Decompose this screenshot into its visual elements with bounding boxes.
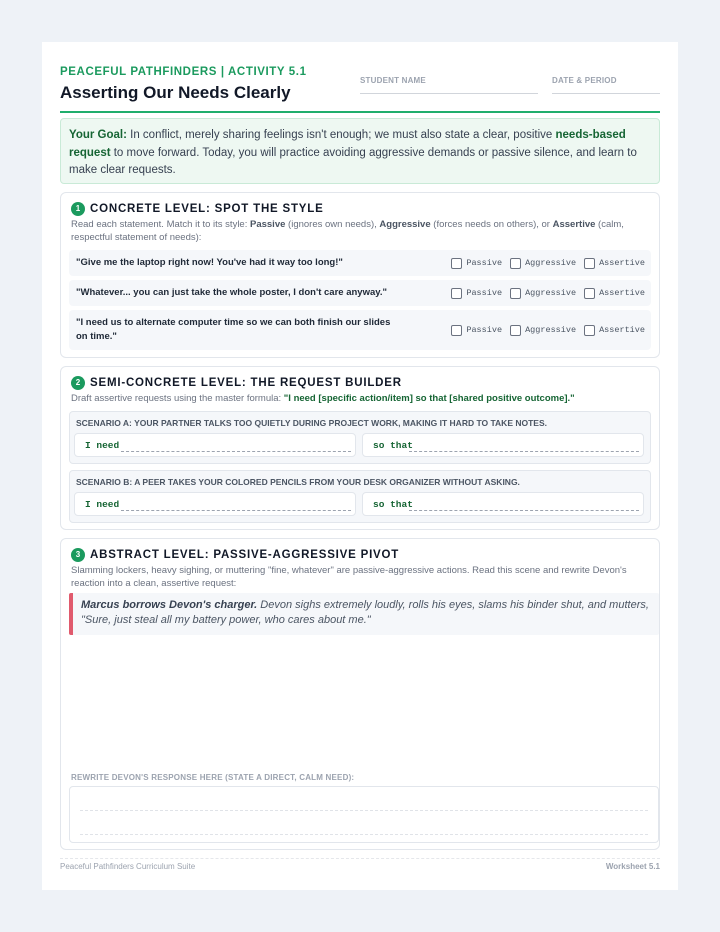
header-divider [60,111,660,113]
statement-row [69,280,651,306]
option-assertive[interactable]: Assertive [584,288,645,299]
section-title: CONCRETE LEVEL: SPOT THE STYLE [90,203,324,215]
checkbox[interactable] [584,325,595,336]
scenario-label: SCENARIO B: A PEER TAKES YOUR COLORED PENCILS FROM YOUR DESK ORGANIZER WITHOUT ASKING. [76,477,520,487]
date-period-label: DATE & PERIOD [552,76,617,85]
worksheet-header [60,66,660,112]
activity-kicker: PEACEFUL PATHFINDERS | ACTIVITY 5.1 [60,66,307,78]
worksheet-page [42,42,678,890]
writing-line [80,810,648,811]
goal-box [60,118,660,184]
section-instructions: Draft assertive requests using the master formula: "I need [specific action/item] so that [shared positive outcome]." [71,393,575,404]
option-aggressive[interactable]: Aggressive [510,258,576,269]
checkbox[interactable] [510,288,521,299]
section-header [71,548,399,562]
checkbox[interactable] [584,288,595,299]
option-aggressive[interactable]: Aggressive [510,325,576,336]
section-concrete [60,192,660,358]
option-passive[interactable]: Passive [451,325,502,336]
statement-text: "Give me the laptop right now! You've had it way too long!" [76,257,343,268]
rewrite-response-box[interactable] [69,786,659,843]
checkbox[interactable] [584,258,595,269]
so-that-input[interactable]: so that [362,433,644,457]
statement-row [69,250,651,276]
section-instructions: Slamming lockers, heavy sighing, or muttering "fine, whatever" are passive-aggressive actions. Read this scene and rewrite Devon's reaction into a clean, assertive request: [71,565,627,589]
date-period-field[interactable] [552,70,660,94]
scenario-label: SCENARIO A: YOUR PARTNER TALKS TOO QUIETLY DURING PROJECT WORK, MAKING IT HARD TO TAKE NOTES. [76,418,547,428]
page-title: Asserting Our Needs Clearly [60,83,291,102]
so-that-input[interactable]: so that [362,492,644,516]
footer-left: Peaceful Pathfinders Curriculum Suite [60,862,196,871]
checkbox[interactable] [451,258,462,269]
i-need-input[interactable]: I need [74,492,356,516]
student-name-label: STUDENT NAME [360,76,426,85]
checkbox[interactable] [510,258,521,269]
page-footer [60,858,660,871]
section-header [71,202,324,216]
i-need-input[interactable]: I need [74,433,356,457]
option-passive[interactable]: Passive [451,258,502,269]
master-formula: "I need [specific action/item] so that [shared positive outcome]." [283,393,575,404]
option-passive[interactable]: Passive [451,288,502,299]
section-abstract [60,538,660,850]
section-number-badge: 3 [71,548,85,562]
section-instructions: Read each statement. Match it to its style: Passive (ignores own needs), Aggressive (forces needs on others), or Assertive (calm, respectful statement of needs): [71,219,624,243]
scene-quote: Marcus borrows Devon's charger. Devon sighs extremely loudly, rolls his eyes, slams his binder shut, and mutters, "Sure, just steal all my battery power, who cares about me." [69,593,659,635]
writing-line [80,834,648,835]
option-aggressive[interactable]: Aggressive [510,288,576,299]
section-header [71,376,402,390]
goal-text-2: to move forward. Today, you will practice avoiding aggressive demands or passive silence, and learn to make clear requests. [69,146,637,176]
footer-right: Worksheet 5.1 [605,862,660,871]
scenario-a [69,411,651,464]
statement-text: "I need us to alternate computer time so we can both finish our slides on time." [76,317,391,342]
section-number-badge: 2 [71,376,85,390]
section-title: SEMI-CONCRETE LEVEL: THE REQUEST BUILDER [90,377,402,389]
goal-highlight: needs-based request [69,129,626,159]
statement-row [69,310,651,350]
section-number-badge: 1 [71,202,85,216]
checkbox[interactable] [510,325,521,336]
checkbox[interactable] [451,325,462,336]
scenario-b [69,470,651,523]
option-assertive[interactable]: Assertive [584,258,645,269]
goal-text-1: In conflict, merely sharing feelings isn't enough; we must also state a clear, positive [126,129,556,141]
section-semi-concrete [60,366,660,530]
option-assertive[interactable]: Assertive [584,325,645,336]
checkbox[interactable] [451,288,462,299]
goal-lead: Your Goal: [69,129,127,141]
section-title: ABSTRACT LEVEL: PASSIVE-AGGRESSIVE PIVOT [90,549,400,561]
rewrite-label: REWRITE DEVON'S RESPONSE HERE (STATE A DIRECT, CALM NEED): [71,773,355,782]
statement-text: "Whatever... you can just take the whole poster, I don't care anyway." [76,287,387,298]
student-name-field[interactable] [360,70,538,94]
